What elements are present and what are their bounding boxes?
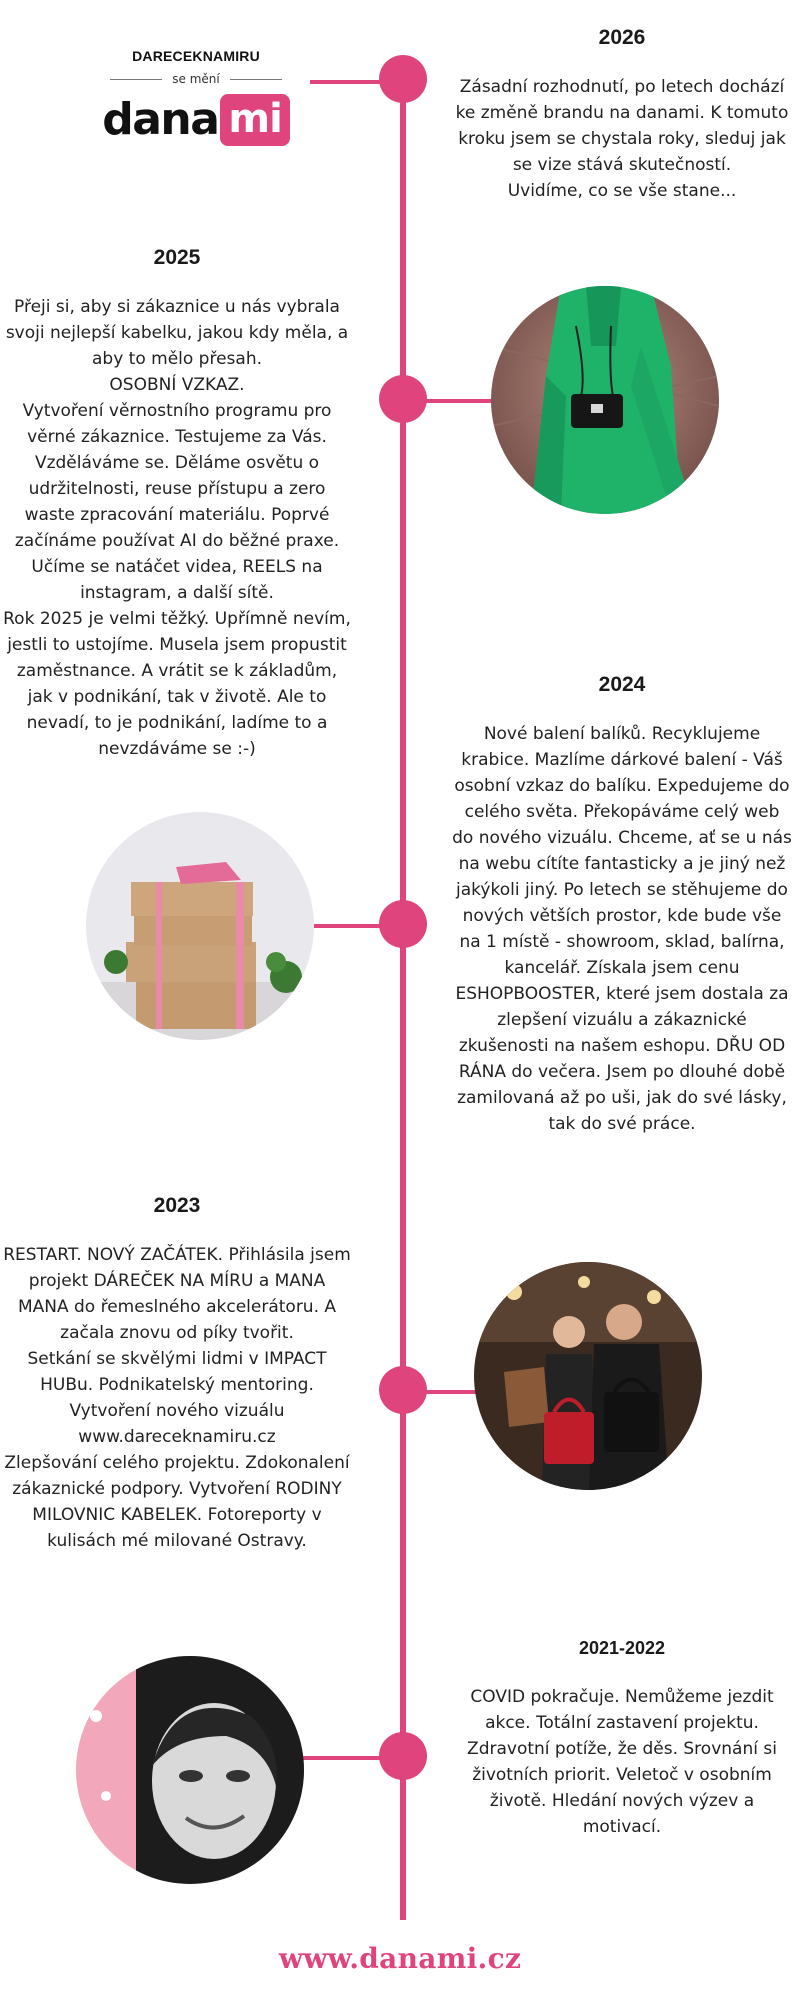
entry-paragraph: Vytvoření věrnostního programu pro věrné zákaznice. Testujeme za Vás. Vzděláváme se. Děláme osvětu o udržitelnosti, reuse přístupu a zero waste zpracování materiálu. Poprvé začínáme používat AI do běžné praxe. Učíme se natáčet videa, REELS na instagram, a další sítě. [14, 401, 340, 603]
timeline-entry-2024 [452, 671, 792, 1137]
entry-paragraph: Zlepšování celého projektu. Zdokonalení zákaznické podpory. Vytvoření RODINY MILOVNIC KABELEK. Fotoreporty v kulisách mé milované Ostravy. [4, 1453, 350, 1551]
brand-top-text: DARECEKNAMIRU [132, 48, 260, 64]
photo-portrait [76, 1656, 304, 1884]
timeline-dot-2023 [379, 1366, 427, 1414]
entry-paragraph: Přeji si, aby si zákaznice u nás vybrala svoji nejlepší kabelku, jakou kdy měla, a aby to mělo přesah. [5, 297, 349, 369]
timeline-dot-2026 [379, 55, 427, 103]
entry-year: 2025 [153, 246, 201, 269]
entry-paragraph: RESTART. NOVÝ ZAČÁTEK. Přihlásila jsem projekt DÁREČEK NA MÍRU a MANA MANA do řemeslného akcelerátoru. A začala znovu od píky tvořit. [3, 1245, 351, 1343]
entry-paragraph: Rok 2025 je velmi těžký. Upřímně nevím, jestli to ustojíme. Musela jsem propustit zaměstnance. A vrátit se k základům, jak v podnikání, tak v životě. Ale to nevadí, to je podnikání, ladíme to a nevzdáváme se :-) [3, 609, 351, 759]
entry-text [2, 294, 352, 762]
timeline-entry-2023 [2, 1192, 352, 1554]
entry-text [452, 74, 792, 204]
entry-paragraph: Zásadní rozhodnutí, po letech dochází ke změně brandu na danami. K tomuto kroku jsem se chystala roky, sleduj jak se vize stává skutečností. [455, 77, 789, 175]
entry-text [452, 721, 792, 1137]
entry-paragraph: Setkání se skvělými lidmi v IMPACT HUBu. Podnikatelský mentoring. Vytvoření nového vizuálu www.dareceknamiru.cz [27, 1349, 327, 1447]
entry-paragraph: OSOBNÍ VZKAZ. [109, 375, 245, 395]
timeline-entry-2021-2022 [452, 1634, 792, 1840]
brand-name-part2: mi [220, 94, 289, 146]
timeline-entry-2026 [452, 24, 792, 204]
timeline-dot-2024 [379, 900, 427, 948]
entry-year: 2023 [153, 1194, 201, 1217]
timeline-dot-2021-2022 [379, 1732, 427, 1780]
photo-couple-with-handbags [474, 1262, 702, 1490]
website-url[interactable]: www.danami.cz [278, 1942, 522, 1975]
entry-text [452, 1684, 792, 1840]
brand-name-part1: dana [102, 94, 219, 145]
entry-paragraph: COVID pokračuje. Nemůžeme jezdit akce. Totální zastavení projektu. Zdravotní potíže, že děs. Srovnání si životních priorit. Veletoč v osobním životě. Hledání nových výzev a motivací. [467, 1687, 777, 1837]
photo-illustration [86, 812, 314, 1040]
photo-illustration [76, 1656, 304, 1884]
divider [110, 79, 162, 80]
brand-wordmark [86, 94, 306, 146]
timeline-dot-2025 [379, 375, 427, 423]
brand-tagline-row [86, 72, 306, 86]
entry-year: 2024 [598, 673, 646, 696]
photo-illustration [474, 1262, 702, 1490]
entry-year: 2026 [598, 26, 646, 49]
timeline-entry-2025 [2, 244, 352, 762]
entry-text [2, 1242, 352, 1554]
brand-logo [86, 48, 306, 146]
brand-tagline: se mění [172, 72, 220, 86]
photo-illustration [491, 286, 719, 514]
photo-stacked-boxes [86, 812, 314, 1040]
entry-year: 2021-2022 [578, 1638, 666, 1658]
photo-green-coat-handbag [491, 286, 719, 514]
entry-paragraph: Uvidíme, co se vše stane... [507, 181, 737, 201]
entry-paragraph: Nové balení balíků. Recyklujeme krabice. Mazlíme dárkové balení - Váš osobní vzkaz do balíku. Expedujeme do celého světa. Překopáváme celý web do nového vizuálu. Chceme, ať se u nás na webu cítíte fantasticky a je jiný než jakýkoli jiný. Po letech se stěhujeme do nových větších prostor, kde bude vše na 1 místě - showroom, sklad, balírna, kancelář. Získala jsem cenu ESHOPBOOSTER, které jsem dostala za zlepšení vizuálu a zákaznické zkušenosti na našem eshopu. DŘU OD RÁNA do večera. Jsem po dlouhé době zamilovaná až po uši, jak do své lásky, tak do své práce. [452, 724, 792, 1134]
timeline-spine [400, 78, 406, 1920]
divider [230, 79, 282, 80]
